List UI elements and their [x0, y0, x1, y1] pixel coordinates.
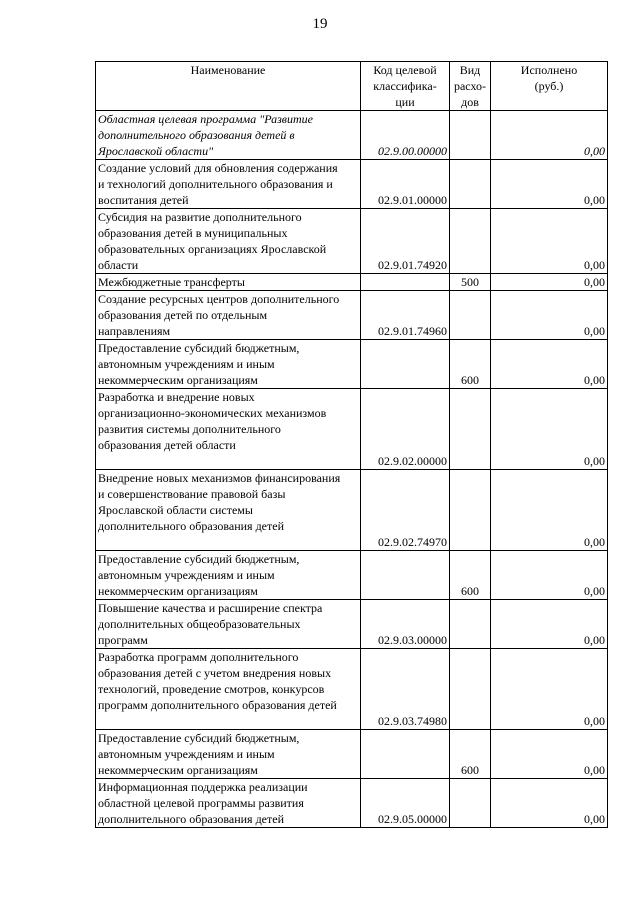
header-amount: Исполнено (руб.) — [491, 62, 608, 111]
row-name-line: области — [98, 258, 139, 272]
row-kind-cell — [450, 389, 491, 470]
row-name-cell — [96, 649, 361, 730]
row-name-cell — [96, 779, 361, 828]
row-name-line: Создание условий для обновления содержания — [98, 161, 338, 175]
row-name-line: дополнительного образования детей — [98, 812, 284, 826]
row-code-cell — [361, 340, 450, 389]
row-kind-cell — [450, 649, 491, 730]
row-name-line: некоммерческим организациям — [98, 373, 258, 387]
row-name-line: технологий, проведение смотров, конкурсов — [98, 682, 325, 696]
row-code-cell: 02.9.03.00000 — [361, 600, 450, 649]
row-kind-cell: 600 — [450, 551, 491, 600]
row-name-line: Предоставление субсидий бюджетным, — [98, 552, 300, 566]
row-kind-cell — [450, 111, 491, 160]
row-kind-cell — [450, 209, 491, 274]
row-amount-cell: 0,00 — [491, 730, 608, 779]
row-name-line — [98, 453, 358, 469]
table-row — [96, 470, 608, 551]
row-code-cell: 02.9.01.00000 — [361, 160, 450, 209]
row-name-line: программ дополнительного образования детей — [98, 698, 337, 712]
row-name-line: программ — [98, 633, 148, 647]
row-name-cell — [96, 274, 361, 291]
row-name-line: Создание ресурсных центров дополнительного — [98, 292, 340, 306]
row-name-line: организационно-экономических механизмов — [98, 406, 327, 420]
row-name-line: Внедрение новых механизмов финансирования — [98, 471, 341, 485]
header-kind: Вид расхо- дов — [450, 62, 491, 111]
table-row — [96, 649, 608, 730]
row-name-line: некоммерческим организациям — [98, 584, 258, 598]
row-name-cell — [96, 470, 361, 551]
row-kind-cell: 600 — [450, 340, 491, 389]
row-name-line: Ярославской области" — [98, 144, 214, 158]
row-name-line: образования детей по отдельным — [98, 308, 268, 322]
row-name-line: образовательных организациях Ярославской — [98, 242, 327, 256]
table-row — [96, 209, 608, 274]
row-name-line: и совершенствование правовой базы — [98, 487, 286, 501]
table-row — [96, 389, 608, 470]
row-name-cell — [96, 160, 361, 209]
row-code-cell: 02.9.05.00000 — [361, 779, 450, 828]
row-name-line: Информационная поддержка реализации — [98, 780, 308, 794]
row-name-line: областной целевой программы развития — [98, 796, 304, 810]
table-row — [96, 779, 608, 828]
table-row — [96, 111, 608, 160]
table-row — [96, 730, 608, 779]
row-name-line: Субсидия на развитие дополнительного — [98, 210, 302, 224]
table-row — [96, 274, 608, 291]
row-name-cell — [96, 600, 361, 649]
row-kind-cell — [450, 291, 491, 340]
row-amount-cell: 0,00 — [491, 551, 608, 600]
row-code-cell: 02.9.01.74920 — [361, 209, 450, 274]
row-name-cell — [96, 209, 361, 274]
row-name-cell — [96, 291, 361, 340]
table-row — [96, 291, 608, 340]
row-code-cell: 02.9.02.74970 — [361, 470, 450, 551]
row-name-line: Разработка и внедрение новых — [98, 390, 255, 404]
table-row — [96, 160, 608, 209]
row-kind-cell: 500 — [450, 274, 491, 291]
row-kind-cell — [450, 470, 491, 551]
row-code-cell — [361, 551, 450, 600]
row-name-line: дополнительных общеобразовательных — [98, 617, 301, 631]
row-amount-cell: 0,00 — [491, 160, 608, 209]
table-row — [96, 340, 608, 389]
row-name-cell — [96, 340, 361, 389]
row-amount-cell: 0,00 — [491, 600, 608, 649]
row-name-cell — [96, 551, 361, 600]
row-name-line — [98, 534, 358, 550]
table-row — [96, 551, 608, 600]
row-name-line: автономным учреждениям и иным — [98, 568, 275, 582]
row-name-cell — [96, 730, 361, 779]
row-name-line: дополнительного образования детей — [98, 519, 284, 533]
row-name-line: Разработка программ дополнительного — [98, 650, 299, 664]
row-name-line: образования детей с учетом внедрения новых — [98, 666, 332, 680]
row-name-line: и технологий дополнительного образования и — [98, 177, 333, 191]
row-code-cell: 02.9.02.00000 — [361, 389, 450, 470]
row-name-line: некоммерческим организациям — [98, 763, 258, 777]
row-name-cell — [96, 389, 361, 470]
row-name-cell — [96, 111, 361, 160]
row-name-line: автономным учреждениям и иным — [98, 747, 275, 761]
row-amount-cell: 0,00 — [491, 389, 608, 470]
row-name-line: направлениям — [98, 324, 171, 338]
row-amount-cell: 0,00 — [491, 779, 608, 828]
row-name-line: Ярославской области системы — [98, 503, 253, 517]
row-kind-cell — [450, 600, 491, 649]
row-name-line: дополнительного образования детей в — [98, 128, 295, 142]
row-amount-cell: 0,00 — [491, 291, 608, 340]
row-name-line: развития системы дополнительного — [98, 422, 281, 436]
row-name-line: Предоставление субсидий бюджетным, — [98, 341, 300, 355]
table-body — [96, 111, 608, 828]
row-name-line: Повышение качества и расширение спектра — [98, 601, 323, 615]
header-name: Наименование — [96, 62, 361, 111]
row-code-cell — [361, 274, 450, 291]
row-code-cell: 02.9.03.74980 — [361, 649, 450, 730]
header-code: Код целевой классифика- ции — [361, 62, 450, 111]
row-amount-cell: 0,00 — [491, 649, 608, 730]
row-kind-cell — [450, 160, 491, 209]
expenditure-table — [95, 61, 608, 828]
row-code-cell: 02.9.00.00000 — [361, 111, 450, 160]
row-amount-cell: 0,00 — [491, 470, 608, 551]
row-name-line: Межбюджетные трансферты — [98, 275, 245, 289]
table-header-row — [96, 62, 608, 111]
row-name-line: автономным учреждениям и иным — [98, 357, 275, 371]
row-name-line: образования детей в муниципальных — [98, 226, 288, 240]
row-name-line: образования детей области — [98, 438, 236, 452]
row-name-line — [98, 713, 358, 729]
row-code-cell: 02.9.01.74960 — [361, 291, 450, 340]
row-amount-cell: 0,00 — [491, 209, 608, 274]
row-kind-cell: 600 — [450, 730, 491, 779]
row-kind-cell — [450, 779, 491, 828]
row-name-line: воспитания детей — [98, 193, 189, 207]
page-number: 19 — [312, 16, 328, 32]
table-row — [96, 600, 608, 649]
row-name-line: Областная целевая программа "Развитие — [98, 112, 313, 126]
row-amount-cell: 0,00 — [491, 274, 608, 291]
row-name-line: Предоставление субсидий бюджетным, — [98, 731, 300, 745]
row-amount-cell: 0,00 — [491, 111, 608, 160]
row-amount-cell: 0,00 — [491, 340, 608, 389]
row-code-cell — [361, 730, 450, 779]
